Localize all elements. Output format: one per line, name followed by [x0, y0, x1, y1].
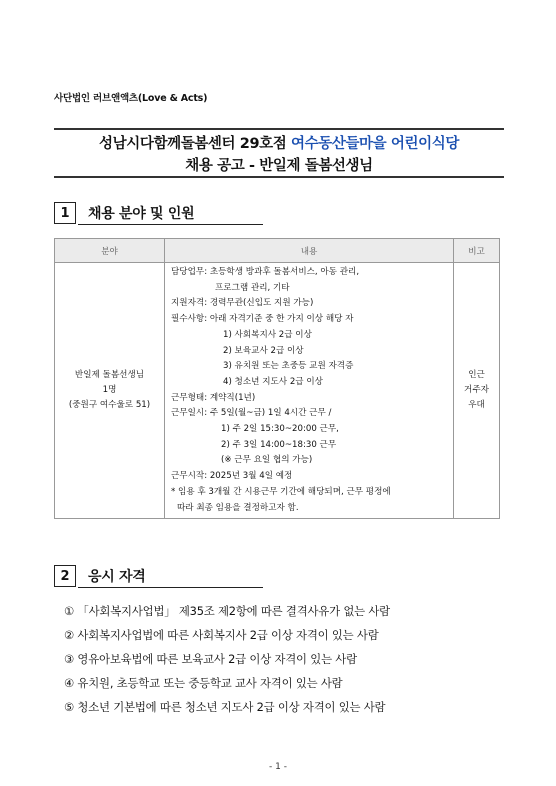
content-line: 필수사항: 아래 자격기준 중 한 가지 이상 해당 자 — [171, 314, 354, 325]
section2-number: 2 — [54, 565, 76, 587]
content-line: 담당업무: 초등학생 방과후 돌봄서비스, 아동 관리, — [171, 267, 360, 277]
content-line: 근무형태: 계약직(1년) — [171, 392, 256, 403]
field-count: 1명 — [102, 385, 117, 396]
note-cell — [454, 263, 500, 519]
title-box — [54, 128, 504, 178]
content-line: (※ 근무 요일 협의 가능) — [221, 455, 313, 466]
content-line: 프로그램 관리, 기타 — [215, 282, 290, 293]
content-line: 4) 청소년 지도사 2급 이상 — [223, 376, 323, 387]
section1-title: 채용 분야 및 인원 — [88, 206, 195, 222]
title-prefix: 성남시다함께돌봄센터 29호점 — [99, 136, 292, 152]
organization-name: 사단법인 러브앤액츠(Love & Acts) — [54, 93, 208, 104]
section1-number: 1 — [54, 202, 76, 224]
list-item: ③ 영유아보육법에 따른 보육교사 2급 이상 자격이 있는 사람 — [64, 652, 357, 666]
field-cell — [55, 263, 165, 519]
content-line: 지원자격: 경력무관(신입도 지원 가능) — [171, 298, 314, 309]
content-line: 1) 사회복지사 2급 이상 — [223, 329, 312, 340]
content-line: 2) 보육교사 2급 이상 — [223, 345, 304, 356]
content-line: 따라 최종 임용을 결정하고자 함. — [177, 502, 299, 513]
list-item: ① 「사회복지사업법」 제35조 제2항에 따른 결격사유가 없는 사람 — [64, 604, 390, 618]
list-item: ⑤ 청소년 기본법에 따른 청소년 지도사 2급 이상 자격이 있는 사람 — [64, 700, 386, 714]
content-line: 근무시작: 2025년 3월 4일 예정 — [171, 471, 293, 482]
header-content: 내용 — [165, 239, 454, 263]
note-line: 인근 — [468, 370, 485, 381]
field-position: 반일제 돌봄선생님 — [74, 370, 145, 381]
content-cell — [165, 263, 454, 519]
section2-title: 응시 자격 — [88, 569, 146, 585]
content-line: 2) 주 3일 14:00~18:30 근무 — [221, 439, 337, 450]
field-location: (중원구 여수울로 51) — [68, 400, 151, 411]
header-note: 비고 — [454, 239, 500, 263]
page-number: - 1 - — [269, 762, 287, 772]
note-line: 거주자 — [464, 385, 489, 396]
section1-underline — [78, 224, 263, 225]
list-item: ④ 유치원, 초등학교 또는 중등학교 교사 자격이 있는 사람 — [64, 676, 343, 690]
table-row — [55, 263, 500, 519]
content-line: * 임용 후 3개월 간 시용근무 기간에 해당되며, 근무 평정에 — [171, 486, 391, 497]
note-line: 우대 — [468, 400, 485, 411]
table-header-row — [55, 239, 500, 263]
section1-header — [54, 202, 194, 224]
title-line-2: 채용 공고 - 반일제 돌봄선생님 — [185, 158, 373, 174]
recruit-table — [54, 238, 500, 519]
section2-header — [54, 565, 145, 587]
title-line-1 — [54, 133, 504, 155]
header-field: 분야 — [55, 239, 165, 263]
title-highlight: 여수동산들마을 어린이식당 — [291, 136, 459, 152]
content-line: 1) 주 2일 15:30~20:00 근무, — [221, 424, 339, 435]
list-item: ② 사회복지사업법에 따른 사회복지사 2급 이상 자격이 있는 사람 — [64, 628, 379, 642]
section2-underline — [78, 587, 263, 588]
content-line: 3) 유치원 또는 초중등 교원 자격증 — [223, 361, 354, 372]
content-line: 근무일시: 주 5일(월~금) 1일 4시간 근무 / — [171, 408, 332, 419]
qualification-list — [64, 599, 390, 719]
